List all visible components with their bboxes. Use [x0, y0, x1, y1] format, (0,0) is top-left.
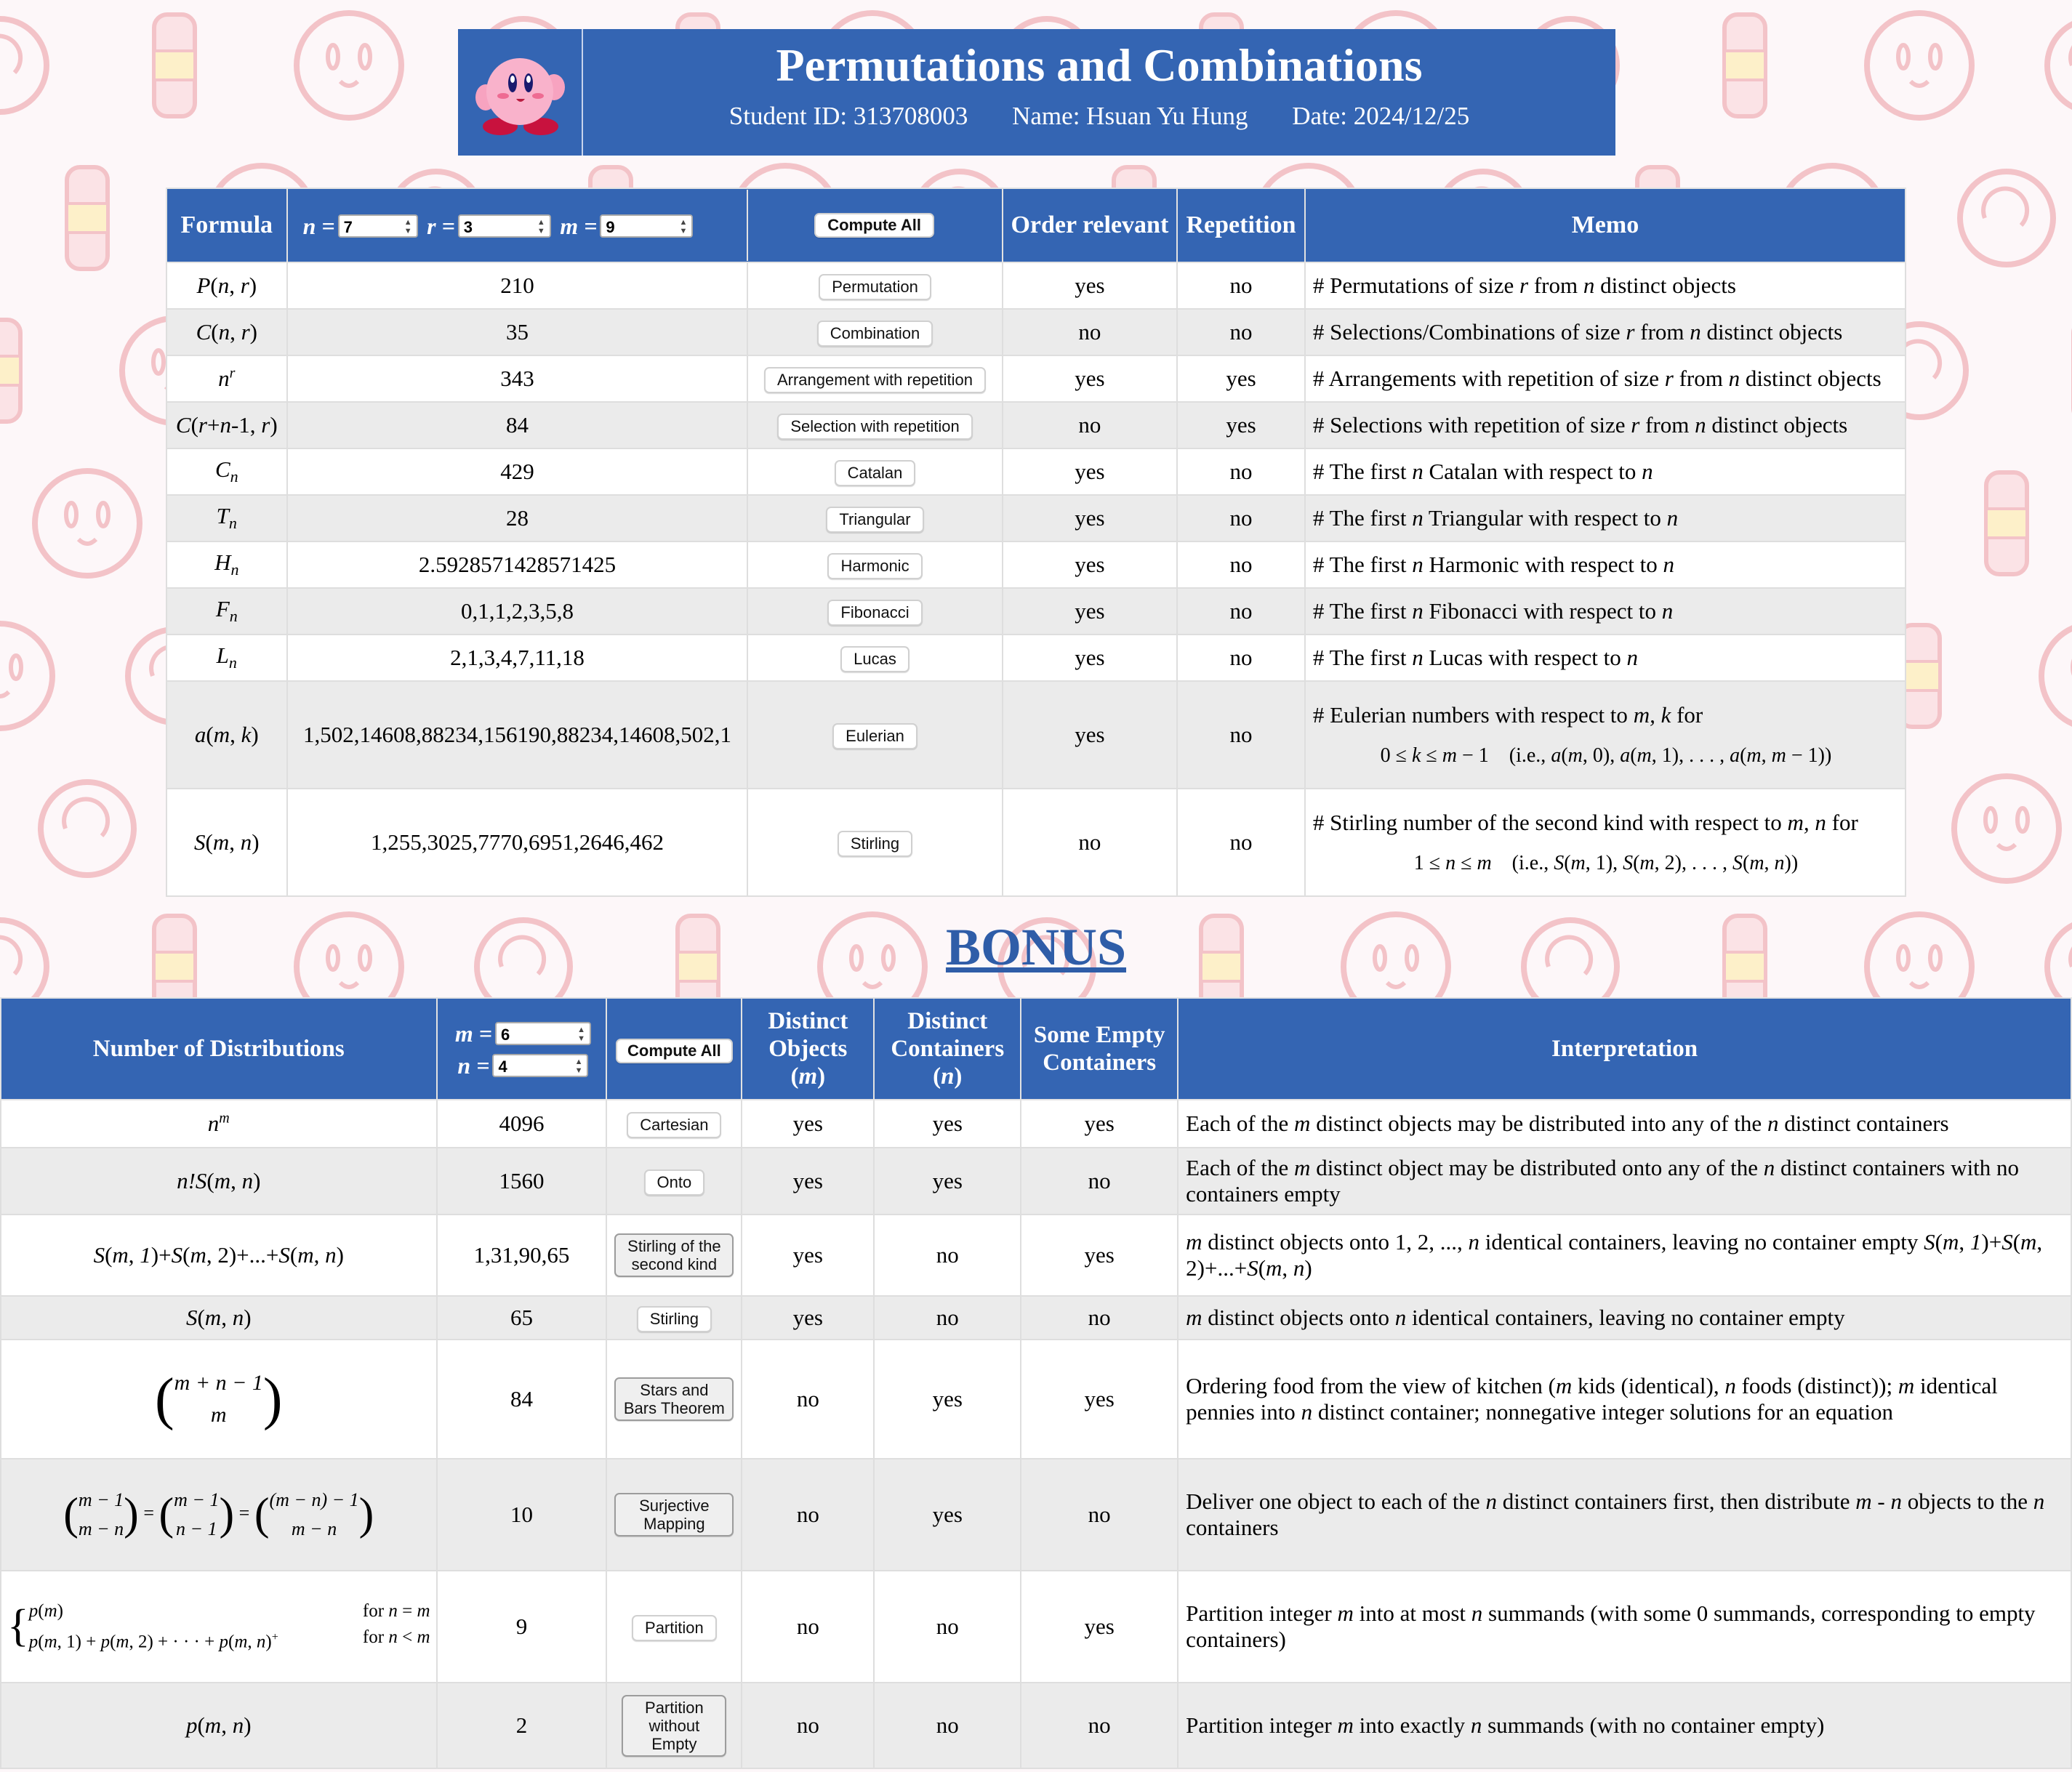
value-cell: 28 — [287, 495, 748, 541]
containers-cell: yes — [874, 1100, 1021, 1148]
compute-all-button[interactable]: Compute All — [616, 1039, 733, 1063]
order-cell: no — [1003, 789, 1178, 896]
interpretation-cell: m distinct objects onto n identical containers, leaving no container empty — [1178, 1296, 2071, 1340]
repetition-cell: yes — [1177, 402, 1305, 448]
objects-cell: yes — [742, 1148, 874, 1215]
background-motif — [0, 36, 20, 73]
background-motif — [1985, 808, 1996, 831]
background-motif — [41, 782, 134, 875]
table-row — [1, 1215, 2071, 1296]
background-motif — [64, 799, 108, 836]
background-motif — [360, 45, 370, 68]
repetition-cell: no — [1177, 588, 1305, 635]
objects-cell: no — [742, 1459, 874, 1571]
order-cell: yes — [1003, 262, 1178, 309]
empty-cell: no — [1021, 1459, 1178, 1571]
memo-cell: # The first n Lucas with respect to n — [1305, 635, 1906, 681]
table-row — [166, 789, 1906, 896]
background-motif — [1954, 776, 2059, 881]
onto-button[interactable]: Onto — [644, 1169, 705, 1196]
background-motif — [1911, 983, 1928, 987]
formula-cell: n!S(m, n) — [1, 1148, 437, 1215]
fibonacci-button[interactable]: Fibonacci — [827, 600, 922, 626]
formula-header: Formula — [166, 188, 287, 262]
background-motif — [0, 937, 20, 974]
containers-cell: no — [874, 1296, 1021, 1340]
some-empty-header: Some Empty Containers — [1021, 998, 1178, 1100]
r-input[interactable]: 3 ▲ ▼ — [458, 214, 551, 238]
memo-cell: # Arrangements with repetition of size r from n distinct objects — [1305, 355, 1906, 402]
containers-cell: no — [874, 1571, 1021, 1683]
background-motif — [11, 656, 21, 679]
table-row — [1, 1683, 2071, 1768]
interpretation-cell: Partition integer m into exactly n summands (with no container empty) — [1178, 1683, 2071, 1768]
background-motif — [67, 204, 108, 233]
containers-cell: yes — [874, 1148, 1021, 1215]
table-row — [1, 1571, 2071, 1683]
page-title: Permutations and Combinations — [776, 39, 1423, 91]
background-motif — [2017, 808, 2028, 831]
repetition-cell: no — [1177, 309, 1305, 355]
interpretation-cell: Each of the m distinct objects may be distributed into any of the n distinct containers — [1178, 1100, 2071, 1148]
objects-cell: yes — [742, 1296, 874, 1340]
catalan-button[interactable]: Catalan — [835, 460, 916, 486]
formula-cell: $H_n$ — [166, 541, 287, 588]
formula-cell: $C_n$ — [166, 448, 287, 495]
value-cell: 210 — [287, 262, 748, 309]
background-motif — [1387, 983, 1405, 987]
partition-button[interactable]: Partition — [632, 1615, 717, 1641]
triangular-button[interactable]: Triangular — [826, 507, 923, 533]
parameter-controls — [287, 188, 1003, 262]
stars-and-bars-button[interactable]: Stars and Bars Theorem — [614, 1377, 734, 1421]
background-motif — [154, 51, 195, 80]
objects-cell: no — [742, 1571, 874, 1683]
formula-cell: $T_n$ — [166, 495, 287, 541]
r-label: r = — [427, 212, 455, 239]
order-cell: no — [1003, 309, 1178, 355]
interpretation-cell: Each of the m distinct object may be distributed onto any of the n distinct containers with no containers empty — [1178, 1148, 2071, 1215]
formula-cell: C(n, r) — [166, 309, 287, 355]
formula-cell: (m + n − 1 m ) — [1, 1340, 437, 1459]
background-motif — [1407, 946, 1417, 970]
background-motif — [851, 946, 862, 970]
memo-cell: # The first n Triangular with respect to n — [1305, 495, 1906, 541]
background-motif — [0, 356, 20, 385]
background-motif — [340, 81, 358, 86]
formula-cell: p(m, n) — [1, 1683, 437, 1768]
repetition-cell: no — [1177, 789, 1305, 896]
empty-cell: yes — [1021, 1340, 1178, 1459]
repetition-header: Repetition — [1177, 188, 1305, 262]
background-motif — [35, 471, 140, 576]
bonus-title: BONUS — [945, 918, 1127, 976]
containers-cell: no — [874, 1683, 1021, 1768]
background-motif — [98, 503, 108, 526]
table-row — [166, 448, 1906, 495]
table-row — [1, 1148, 2071, 1215]
background-motif — [154, 952, 195, 981]
formula-cell: $n^m$ — [1, 1100, 437, 1148]
empty-cell: no — [1021, 1296, 1178, 1340]
value-cell: 84 — [287, 402, 748, 448]
table-row — [1, 1296, 2071, 1340]
background-motif — [297, 13, 401, 118]
n-label: n = — [302, 212, 335, 239]
table-row — [166, 495, 1906, 541]
objects-cell: yes — [742, 1215, 874, 1296]
memo-cell: # The first n Catalan with respect to n — [1305, 448, 1906, 495]
empty-cell: yes — [1021, 1100, 1178, 1148]
background-motif — [0, 19, 47, 112]
repetition-cell: no — [1177, 495, 1305, 541]
containers-cell: yes — [874, 1459, 1021, 1571]
kirby-logo — [458, 29, 583, 156]
lucas-button[interactable]: Lucas — [840, 646, 909, 672]
background-motif — [1930, 45, 1940, 68]
objects-cell: no — [742, 1340, 874, 1459]
objects-cell: yes — [742, 1100, 874, 1148]
permutation-button[interactable]: Permutation — [819, 274, 931, 300]
background-motif — [2041, 624, 2072, 728]
order-cell: yes — [1003, 448, 1178, 495]
background-motif — [1375, 946, 1385, 970]
formula-cell: $F_n$ — [166, 588, 287, 635]
background-motif — [1201, 952, 1242, 981]
table-row — [166, 355, 1906, 402]
n-label: n = — [457, 1052, 490, 1079]
memo-cell: # Stirling number of the second kind with respect to m, n for 1 ≤ n ≤ m (i.e., S(m, 1), S(m, 2), . . . , S(m, n)) — [1305, 789, 1906, 896]
distributions-header: Number of Distributions — [1, 998, 437, 1100]
background-motif — [66, 503, 76, 526]
student-id: Student ID: 313708003 — [728, 102, 968, 130]
background-motif — [2047, 19, 2072, 112]
memo-cell: # The first n Fibonacci with respect to n — [1305, 588, 1906, 635]
formula-cell: $L_n$ — [166, 635, 287, 681]
background-motif — [1930, 946, 1940, 970]
background-motif — [0, 692, 9, 696]
background-motif — [1998, 845, 2015, 849]
distinct-containers-header: Distinct Containers (n) — [874, 998, 1021, 1100]
distribution-table — [0, 997, 2072, 1769]
background-motif — [1724, 51, 1765, 80]
order-cell: yes — [1003, 588, 1178, 635]
table-row — [1, 1100, 2071, 1148]
background-motif — [328, 45, 338, 68]
formula-cell: { p(m) for n = m p(m, 1) + p(m, 2) + · · · + p(m, n)+ for n < m — [1, 1571, 437, 1683]
value-cell: 4096 — [437, 1100, 607, 1148]
n-input[interactable]: 4 ▲ ▼ — [492, 1054, 588, 1077]
empty-cell: yes — [1021, 1215, 1178, 1296]
m-input[interactable]: 6 ▲ ▼ — [495, 1022, 591, 1045]
formula-cell: P(n, r) — [166, 262, 287, 309]
background-motif — [1983, 188, 2027, 225]
memo-cell: # Eulerian numbers with respect to m, k for 0 ≤ k ≤ m − 1 (i.e., a(m, 0), a(m, 1), . . . , a(m, m − 1)) — [1305, 681, 1906, 789]
background-motif — [864, 983, 881, 987]
table-row — [166, 588, 1906, 635]
order-cell: no — [1003, 402, 1178, 448]
order-cell: yes — [1003, 541, 1178, 588]
table-row — [166, 681, 1906, 789]
background-motif — [1986, 509, 2027, 538]
value-cell: 10 — [437, 1459, 607, 1571]
repetition-cell: no — [1177, 262, 1305, 309]
memo-header: Memo — [1305, 188, 1906, 262]
formula-cell: S(m, n) — [166, 789, 287, 896]
value-cell: 2,1,3,4,7,11,18 — [287, 635, 748, 681]
value-cell: 9 — [437, 1571, 607, 1683]
distinct-objects-header: Distinct Objects (m) — [742, 998, 874, 1100]
background-motif — [1898, 946, 1908, 970]
n-input[interactable]: 7 ▲ ▼ — [338, 214, 418, 238]
selection-with-repetition-button[interactable]: Selection with repetition — [777, 414, 972, 440]
order-cell: yes — [1003, 495, 1178, 541]
eulerian-button[interactable]: Eulerian — [832, 723, 917, 749]
order-cell: yes — [1003, 355, 1178, 402]
value-cell: 1560 — [437, 1148, 607, 1215]
m-label: m = — [560, 212, 598, 239]
empty-cell: yes — [1021, 1571, 1178, 1683]
order-cell: yes — [1003, 635, 1178, 681]
interpretation-header: Interpretation — [1178, 998, 2071, 1100]
table-row — [166, 309, 1906, 355]
repetition-cell: no — [1177, 541, 1305, 588]
background-motif — [340, 983, 358, 987]
memo-cell: # Permutations of size r from n distinct objects — [1305, 262, 1906, 309]
value-cell: 2 — [437, 1683, 607, 1768]
table-row — [166, 402, 1906, 448]
interpretation-cell: Ordering food from the view of kitchen (m kids (identical), n foods (distinct)); m identical pennies into n distinct container; nonnegative integer solutions for an equation — [1178, 1340, 2071, 1459]
background-motif — [1867, 13, 1972, 118]
background-motif — [360, 946, 370, 970]
table-row — [1, 1340, 2071, 1459]
combination-button[interactable]: Combination — [817, 321, 933, 347]
value-cell: 1,502,14608,88234,156190,88234,14608,502,1 — [287, 681, 748, 789]
objects-cell: no — [742, 1683, 874, 1768]
arrangement-with-repetition-button[interactable]: Arrangement with repetition — [764, 367, 986, 393]
formula-table — [166, 188, 1906, 897]
cartesian-button[interactable]: Cartesian — [627, 1112, 721, 1138]
value-cell: 65 — [437, 1296, 607, 1340]
background-motif — [1911, 81, 1928, 86]
value-cell: 343 — [287, 355, 748, 402]
background-motif — [678, 952, 718, 981]
formula-cell: S(m, 1)+S(m, 2)+...+S(m, n) — [1, 1215, 437, 1296]
order-cell: yes — [1003, 681, 1178, 789]
table-row — [166, 541, 1906, 588]
interpretation-cell: m distinct objects onto 1, 2, ..., n identical containers, leaving no container empty S(m, 1)+S(m, 2)+...+S(m, n) — [1178, 1215, 2071, 1296]
value-cell: 2.5928571428571425 — [287, 541, 748, 588]
page-header — [458, 29, 1615, 156]
empty-cell: no — [1021, 1683, 1178, 1768]
surjective-mapping-button[interactable]: Surjective Mapping — [614, 1493, 734, 1537]
background-motif — [153, 350, 164, 374]
value-cell: 1,31,90,65 — [437, 1215, 607, 1296]
containers-cell: no — [874, 1215, 1021, 1296]
background-motif — [883, 946, 894, 970]
background-motif — [328, 946, 338, 970]
formula-cell: C(r+n-1, r) — [166, 402, 287, 448]
m-input[interactable]: 9 ▲ ▼ — [600, 214, 693, 238]
background-motif — [79, 539, 96, 544]
date: Date: 2024/12/25 — [1292, 102, 1470, 130]
background-motif — [1724, 952, 1765, 981]
compute-all-button[interactable]: Compute All — [814, 213, 934, 238]
containers-cell: yes — [874, 1340, 1021, 1459]
repetition-cell: no — [1177, 681, 1305, 789]
background-motif — [0, 624, 52, 728]
table-row — [1, 1459, 2071, 1571]
background-motif — [1960, 172, 2053, 265]
background-motif — [1898, 45, 1908, 68]
student-name: Name: Hsuan Yu Hung — [1012, 102, 1248, 130]
background-motif — [1547, 937, 1591, 974]
table-row — [166, 635, 1906, 681]
value-cell: 84 — [437, 1340, 607, 1459]
memo-cell: # The first n Harmonic with respect to n — [1305, 541, 1906, 588]
formula-cell: $n^r$ — [166, 355, 287, 402]
value-cell: 1,255,3025,7770,6951,2646,462 — [287, 789, 748, 896]
stirling-second-kind-button[interactable]: Stirling of the second kind — [614, 1233, 734, 1277]
repetition-cell: no — [1177, 448, 1305, 495]
repetition-cell: no — [1177, 635, 1305, 681]
background-motif — [500, 937, 544, 974]
parameter-controls — [437, 998, 607, 1100]
value-cell: 35 — [287, 309, 748, 355]
stirling-button[interactable]: Stirling — [838, 831, 912, 857]
empty-cell: no — [1021, 1148, 1178, 1215]
formula-cell: a(m, k) — [166, 681, 287, 789]
value-cell: 429 — [287, 448, 748, 495]
formula-cell: S(m, n) — [1, 1296, 437, 1340]
repetition-cell: yes — [1177, 355, 1305, 402]
formula-cell: (m − 1 m − n) = (m − 1 n − 1) = ((m − n) − 1 m − n ) — [1, 1459, 437, 1571]
memo-cell: # Selections with repetition of size r from n distinct objects — [1305, 402, 1906, 448]
interpretation-cell: Deliver one object to each of the n distinct containers first, then distribute m - n objects to the n containers — [1178, 1459, 2071, 1571]
table-row — [166, 262, 1906, 309]
memo-cell: # Selections/Combinations of size r from n distinct objects — [1305, 309, 1906, 355]
stirling-button[interactable]: Stirling — [637, 1306, 712, 1332]
interpretation-cell: Partition integer m into at most n summands (with some 0 summands, corresponding to empty containers) — [1178, 1571, 2071, 1683]
partition-without-empty-button[interactable]: Partition without Empty — [622, 1695, 726, 1757]
value-cell: 0,1,1,2,3,5,8 — [287, 588, 748, 635]
m-label: m = — [454, 1020, 492, 1047]
harmonic-button[interactable]: Harmonic — [827, 553, 922, 579]
order-relevant-header: Order relevant — [1003, 188, 1178, 262]
